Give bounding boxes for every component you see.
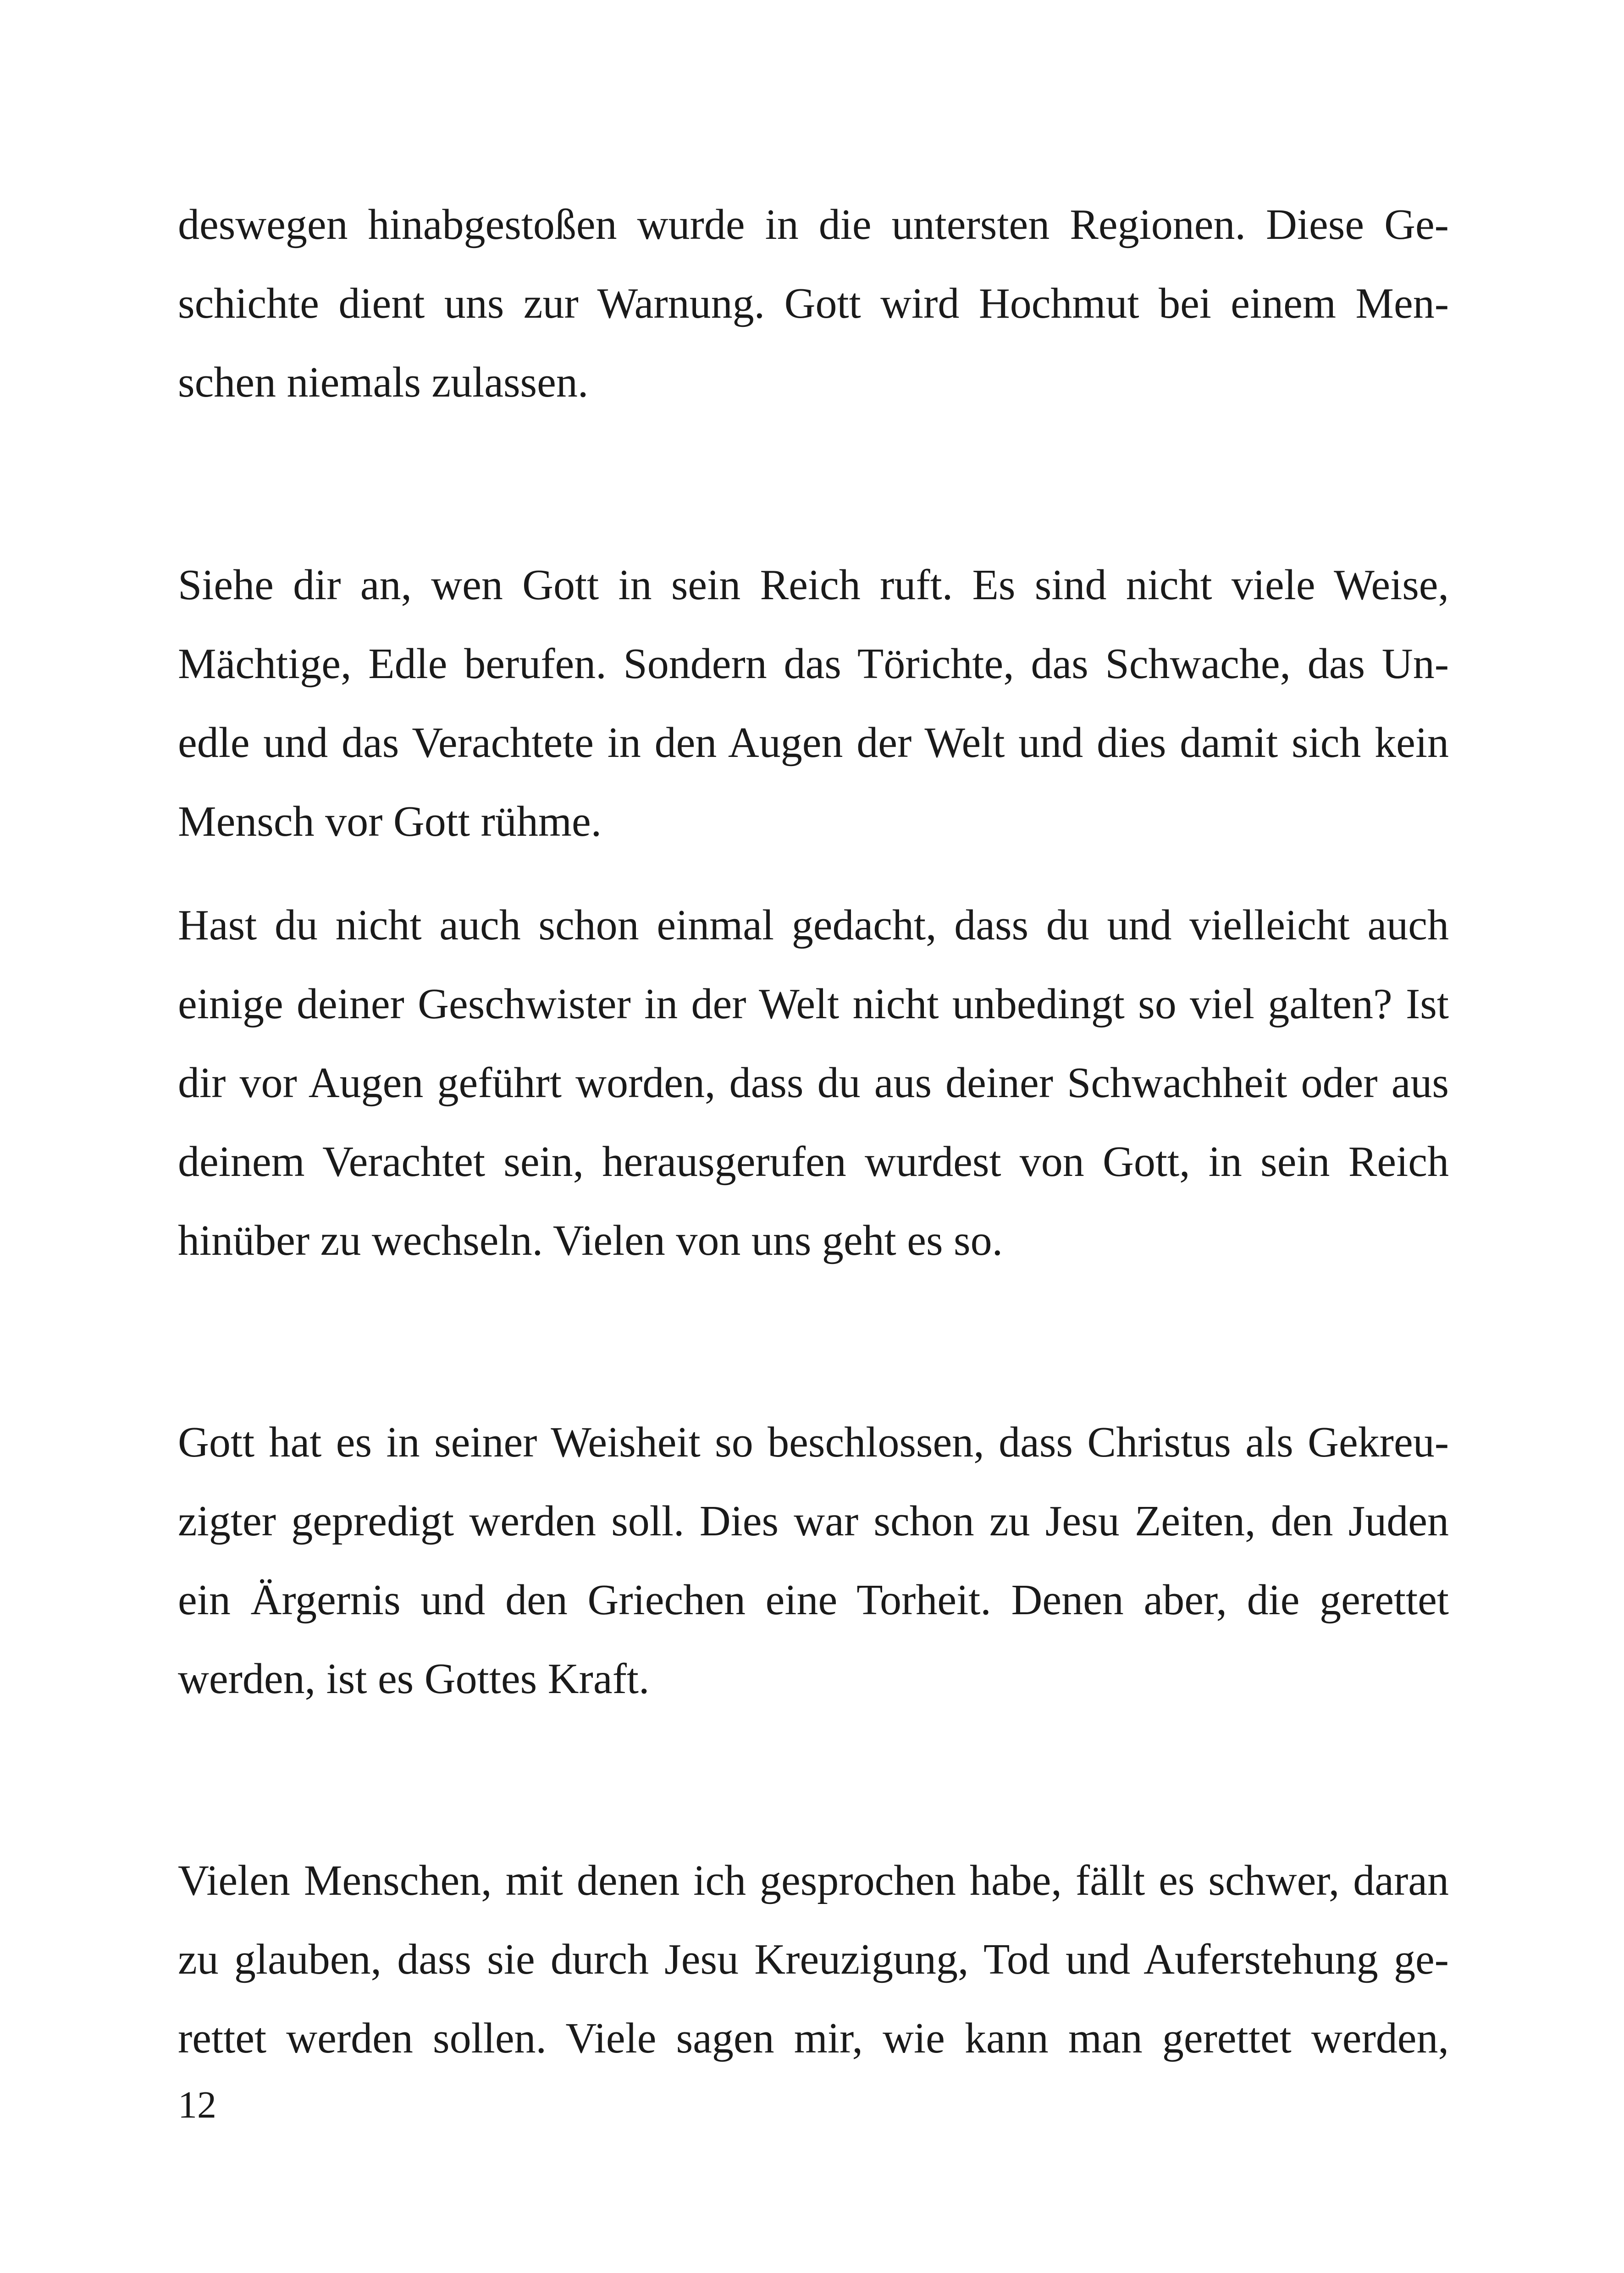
text-line: schen niemals zulassen. bbox=[178, 359, 589, 406]
text-line: Gott hat es in seiner Weisheit so beschlossen, dass Christus als Gekreu- bbox=[178, 1418, 1449, 1466]
text-line: Siehe dir an, wen Gott in sein Reich ruft. Es sind nicht viele Weise, bbox=[178, 561, 1449, 609]
text-line: edle und das Verachtete in den Augen der Welt und dies damit sich kein bbox=[178, 719, 1449, 767]
text-line: zigter gepredigt werden soll. Dies war schon zu Jesu Zeiten, den Juden bbox=[178, 1497, 1449, 1545]
text-line: deinem Verachtet sein, herausgerufen wurdest von Gott, in sein Reich bbox=[178, 1138, 1449, 1186]
paragraph bbox=[178, 1403, 1449, 1718]
page-number: 12 bbox=[178, 2084, 216, 2126]
text-line: Mächtige, Edle berufen. Sondern das Törichte, das Schwache, das Un- bbox=[178, 640, 1449, 688]
text-line: deswegen hinabgestoßen wurde in die untersten Regionen. Diese Ge- bbox=[178, 201, 1449, 248]
paragraph bbox=[178, 185, 1449, 422]
text-line: Hast du nicht auch schon einmal gedacht, dass du und vielleicht auch bbox=[178, 901, 1449, 949]
text-line: dir vor Augen geführt worden, dass du aus deiner Schwachheit oder aus bbox=[178, 1059, 1449, 1107]
text-line: Mensch vor Gott rühme. bbox=[178, 798, 602, 845]
paragraph bbox=[178, 1841, 1449, 2078]
text-line: Vielen Menschen, mit denen ich gesprochen habe, fällt es schwer, daran bbox=[178, 1857, 1449, 1904]
text-line: rettet werden sollen. Viele sagen mir, wie kann man gerettet werden, bbox=[178, 2014, 1449, 2062]
paragraph bbox=[178, 546, 1449, 861]
text-line: schichte dient uns zur Warnung. Gott wird Hochmut bei einem Men- bbox=[178, 280, 1449, 327]
text-line: einige deiner Geschwister in der Welt nicht unbedingt so viel galten? Ist bbox=[178, 980, 1449, 1028]
text-line: hinüber zu wechseln. Vielen von uns geht es so. bbox=[178, 1217, 1003, 1264]
text-line: zu glauben, dass sie durch Jesu Kreuzigung, Tod und Auferstehung ge- bbox=[178, 1936, 1449, 1983]
paragraph bbox=[178, 886, 1449, 1280]
text-line: ein Ärgernis und den Griechen eine Torheit. Denen aber, die gerettet bbox=[178, 1576, 1449, 1624]
text-line: werden, ist es Gottes Kraft. bbox=[178, 1655, 650, 1703]
